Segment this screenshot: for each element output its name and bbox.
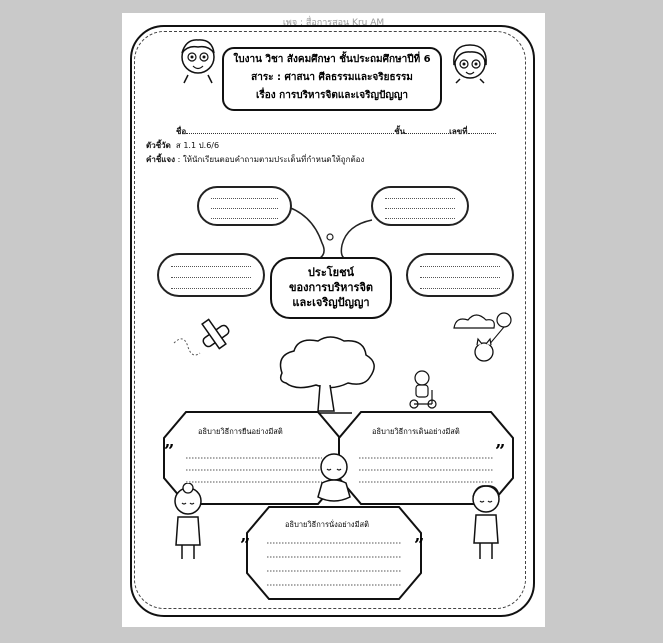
title-line-2: สาระ : ศาสนา ศีลธรรมและจริยธรรม (251, 72, 413, 83)
scooter-kid-icon (406, 368, 440, 410)
quote-mark-right-2: ” (414, 535, 425, 556)
center-topic-badge (270, 257, 392, 319)
indicator-label: ตัวชี้วัด (146, 141, 171, 150)
quote-mark-left-1: ” (164, 441, 175, 462)
name-label: ชื่อ (176, 127, 187, 136)
sitting-box-label: อธิบายวิธีการนั่งอย่างมีสติ (285, 520, 369, 529)
title-line-1: ใบงาน วิชา สังคมศึกษา ชั้นประถมศึกษาปีที่ 6 (233, 54, 431, 65)
airplane-icon (172, 313, 242, 373)
standing-boy-icon (464, 481, 508, 563)
center-line-3: และเจริญปัญญา (292, 296, 370, 309)
title-line-3: เรื่อง การบริหารจิตและเจริญปัญญา (256, 90, 408, 101)
answer-bubble-mid-right[interactable] (406, 253, 514, 297)
answer-bubble-top-right[interactable] (371, 186, 469, 226)
answer-bubble-top-left[interactable] (197, 186, 292, 226)
worksheet-page (122, 13, 545, 627)
tree-icon (272, 333, 382, 418)
walking-box-label: อธิบายวิธีการเดินอย่างมีสติ (372, 427, 460, 436)
class-label: ชั้น (394, 127, 406, 136)
center-line-1: ประโยชน์ (307, 266, 355, 279)
answer-bubble-mid-left[interactable] (157, 253, 265, 297)
indicator-value: ส 1.1 ป.6/6 (175, 141, 220, 150)
quote-mark-right-1: ” (495, 441, 506, 462)
number-label: เลขที่ (449, 127, 468, 136)
instruction-value: : ให้นักเรียนตอบคำถามตามประเด็นที่กำหนดให้ถูกต้อง (177, 155, 365, 164)
center-line-2: ของการบริหารจิต (288, 281, 374, 294)
quote-mark-left-2: ” (240, 535, 251, 556)
instruction-label: คำชี้แจง (146, 155, 176, 164)
meditating-kid-icon (310, 451, 358, 505)
cat-balloon-icon (450, 308, 520, 368)
standing-girl-icon (166, 483, 210, 563)
page-credit: เพจ : สื่อการสอน Kru AM (282, 18, 385, 28)
standing-box-label: อธิบายวิธีการยืนอย่างมีสติ (198, 427, 283, 436)
